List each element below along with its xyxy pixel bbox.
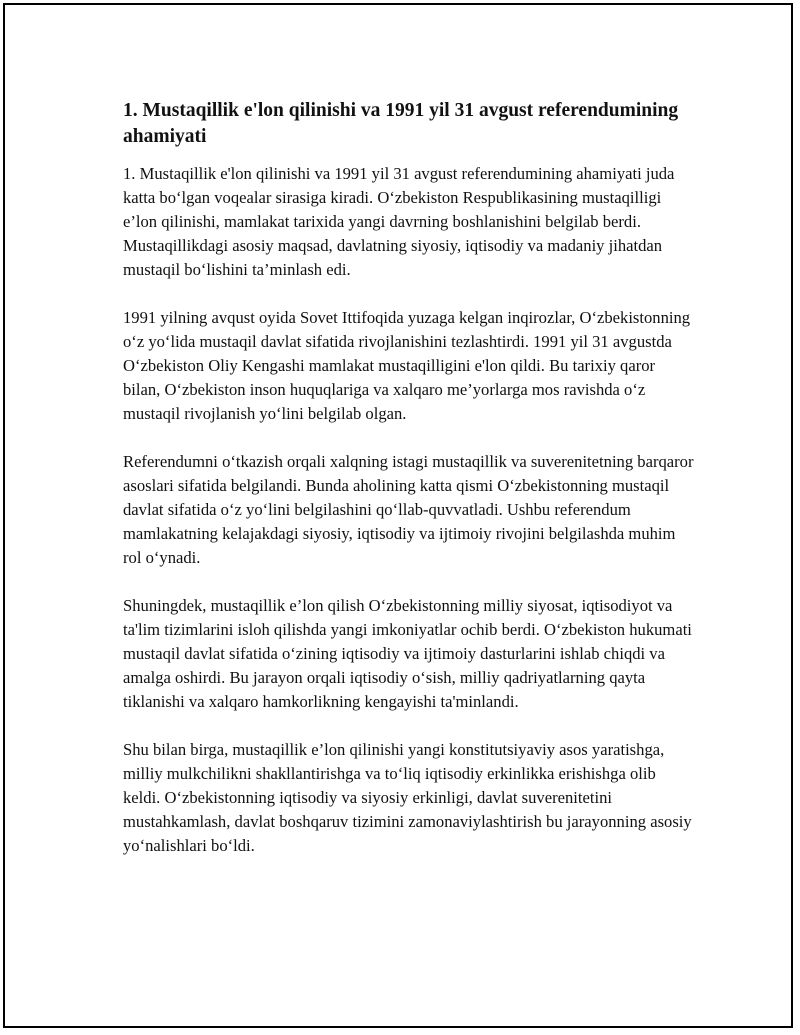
document-body [123,98,695,882]
document-title: 1. Mustaqillik e'lon qilinishi va 1991 yil 31 avgust referendumining ahamiyati [123,100,679,147]
paragraph-1: 1. Mustaqillik e'lon qilinishi va 1991 yil 31 avgust referendumining ahamiyati juda katta bo‘lgan voqealar sirasiga kiradi. O‘zbekiston Respublikasining mustaqilligi e’lon qilinishi, mamlakat tarixida yangi davrning boshlanishini belgilab berdi. Mustaqillikdagi asosiy maqsad, davlatning siyosiy, iqtisodiy va madaniy jihatdan mustaqil bo‘lishini ta’minlash edi. [123,164,675,279]
paragraph-3: Referendumni o‘tkazish orqali xalqning istagi mustaqillik va suverenitetning barqaror asoslari sifatida belgilandi. Bunda aholining katta qismi O‘zbekistonning mustaqil davlat sifatida o‘z yo‘lini belgilashini qo‘llab-quvvatladi. Ushbu referendum mamlakatning kelajakdagi siyosiy, iqtisodiy va ijtimoiy rivojini belgilashda muhim rol o‘ynadi. [123,452,694,567]
page-frame [3,3,793,1028]
paragraph-2: 1991 yilning avqust oyida Sovet Ittifoqida yuzaga kelgan inqirozlar, O‘zbekistonning o‘z yo‘lida mustaqil davlat sifatida rivojlanishini tezlashtirdi. 1991 yil 31 avgustda O‘zbekiston Oliy Kengashi mamlakat mustaqilligini e'lon qildi. Bu tarixiy qaror bilan, O‘zbekiston inson huquqlariga va xalqaro me’yorlarga mos ravishda o‘z mustaqil rivojlanish yo‘lini belgilab olgan. [123,308,691,423]
paragraph-5: Shu bilan birga, mustaqillik e’lon qilinishi yangi konstitutsiyaviy asos yaratishga, milliy mulkchilikni shakllantirishga va to‘liq iqtisodiy erkinlikka erishishga olib keldi. O‘zbekistonning iqtisodiy va siyosiy erkinligi, davlat suverenitetini mustahkamlash, davlat boshqaruv tizimini zamonaviylashtirish bu jarayonning asosiy yo‘nalishlari bo‘ldi. [123,740,692,855]
paragraph-4: Shuningdek, mustaqillik e’lon qilish O‘zbekistonning milliy siyosat, iqtisodiyot va ta'lim tizimlarini isloh qilishda yangi imkoniyatlar ochib berdi. O‘zbekiston hukumati mustaqil davlat sifatida o‘zining iqtisodiy va ijtimoiy dasturlarini ishlab chiqdi va amalga oshirdi. Bu jarayon orqali iqtisodiy o‘sish, milliy qadriyatlarning qayta tiklanishi va xalqaro hamkorlikning kengayishi ta'minlandi. [123,596,692,711]
